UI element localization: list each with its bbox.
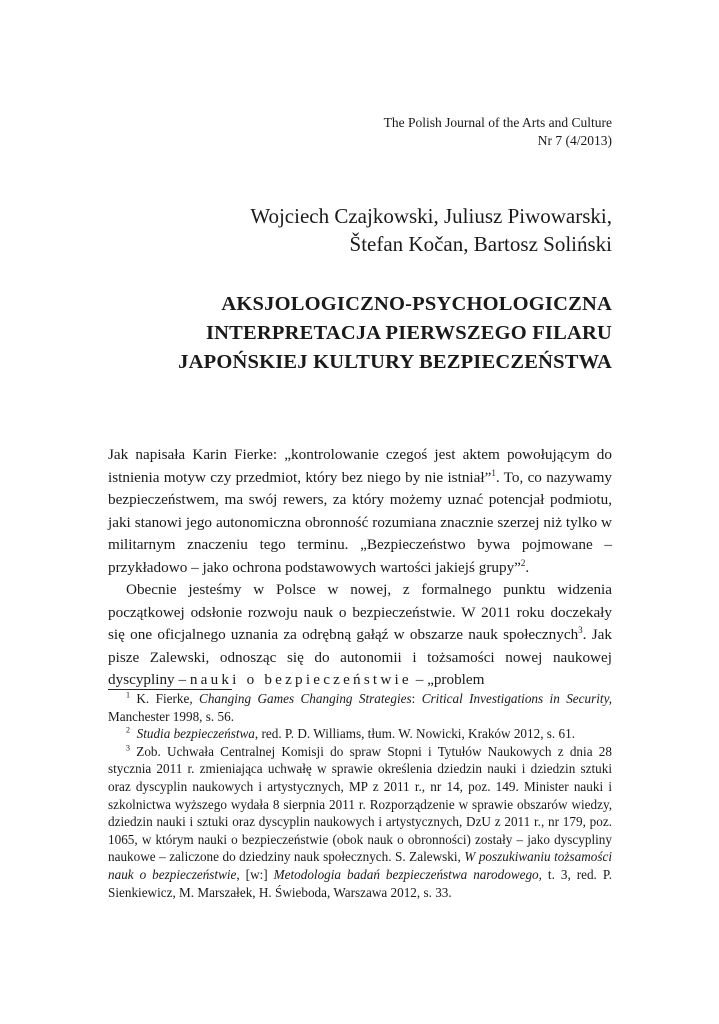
footnote-3-number: 3: [126, 743, 130, 753]
footnote-3-text-b: , [w:]: [236, 866, 274, 882]
footnote-1-text-b: :: [411, 691, 422, 706]
footnotes: [108, 690, 612, 901]
paragraph-2: [108, 579, 612, 692]
journal-issue: Nr 7 (4/2013): [537, 133, 612, 148]
paragraph-2-text-b: . Jak pisze Zalewski, odnosząc się do autonomii i tożsamości nowej naukowej dyscypliny –: [108, 626, 612, 688]
author-list: [250, 202, 612, 258]
footnote-3-text-c: , t. 3, red. P. Sienkiewicz, M. Marszałek, H. Świeboda, Warszawa 2012, s. 33.: [108, 866, 612, 900]
paragraph-2-spaced-term: nauki o bezpieczeństwie: [189, 671, 412, 688]
footnote-1-italic-b: Critical Investigations in Security,: [421, 691, 612, 706]
paragraph-1-text-b: . To, co nazywamy bezpieczeństwem, ma swój rewers, za który możemy uznać potencjał podmiotu, jaki stanowi jego autonomiczna obronność rozumiana znacznie szerzej niż tylko w militarnym znaczeniu tego terminu. „Bezpieczeństwo bywa pojmowane – przykładowo – jako ochrona podstawowych wartości jakiejś grupy”: [108, 468, 612, 576]
footnote-3-text-a: Zob. Uchwała Centralnej Komisji do spraw Stopni i Tytułów Naukowych z dnia 28 stycznia 2011 r. zmieniająca uchwałę w sprawie określenia dziedzin nauki i dziedzin sztuki oraz dyscyplin naukowych i artystycznych, MP z 2011 r., nr 14, poz. 149. Minister nauki i szkolnictwa wyższego wydała 8 sierpnia 2011 r. Rozporządzenie w sprawie obszarów wiedzy, dziedzin nauki i sztuki oraz dyscyplin naukowych i artystycznych, DzU z 2011 r., nr 179, poz. 1065, w którym nauki o bezpieczeństwie (obok nauk o obronności) zostały – jako dyscypliny naukowe – zaliczone do dziedziny nauk społecznych. S. Zalewski,: [108, 743, 612, 865]
paragraph-2-text-a: Obecnie jesteśmy w Polsce w nowej, z formalnego punktu widzenia początkowej odsłonie rozwoju nauk o bezpieczeństwie. W 2011 roku doczekały się one oficjalnego uznania za odrębną gałąź w obszarze nauk społecznych: [108, 581, 612, 643]
paragraph-1-text-a: Jak napisała Karin Fierke: „kontrolowanie czegoś jest aktem powołującym do istnienia motyw czy przedmiot, który bez niego by nie istniał”: [108, 446, 612, 486]
footnote-1-number: 1: [126, 690, 130, 700]
authors-line-1: Wojciech Czajkowski, Juliusz Piwowarski,: [250, 204, 612, 228]
paragraph-1: [108, 444, 612, 579]
footnote-1-italic-a: Changing Games Changing Strategies: [199, 691, 412, 706]
footnote-1-text-a: K. Fierke,: [130, 691, 200, 706]
footnote-2-number: 2: [126, 725, 130, 735]
authors-line-2: Štefan Kočan, Bartosz Soliński: [349, 232, 612, 256]
footnote-2-text: , red. P. D. Williams, tłum. W. Nowicki, Kraków 2012, s. 61.: [254, 726, 576, 742]
title-line-3: JAPOŃSKIEJ KULTURY BEZPIECZEŃSTWA: [178, 351, 612, 373]
footnote-2: [108, 725, 612, 743]
journal-header: [384, 114, 612, 150]
footnote-3: [108, 743, 612, 901]
footnote-3-italic-b: Metodologia badań bezpieczeństwa narodowego: [273, 866, 539, 882]
paragraph-2-text-c: – „problem: [411, 671, 485, 688]
footnote-ref-2[interactable]: 2: [520, 557, 526, 568]
footnote-1-text-c: Manchester 1998, s. 56.: [108, 708, 234, 724]
footnote-2-italic: Studia bezpieczeństwa: [136, 726, 255, 742]
title-line-2: INTERPRETACJA PIERWSZEGO FILARU: [205, 322, 612, 344]
article-title: [178, 290, 612, 377]
paragraph-1-text-c: .: [525, 558, 530, 576]
footnote-3-italic-a: W poszukiwaniu tożsamości nauk o bezpieczeństwie: [108, 849, 613, 882]
footnote-ref-3[interactable]: 3: [578, 624, 583, 635]
journal-name: The Polish Journal of the Arts and Culture: [383, 115, 612, 130]
title-line-1: AKSJOLOGICZNO-PSYCHOLOGICZNA: [221, 293, 612, 315]
footnote-ref-1[interactable]: 1: [491, 467, 496, 478]
article-body: [108, 444, 612, 692]
footnote-1: [108, 690, 612, 725]
